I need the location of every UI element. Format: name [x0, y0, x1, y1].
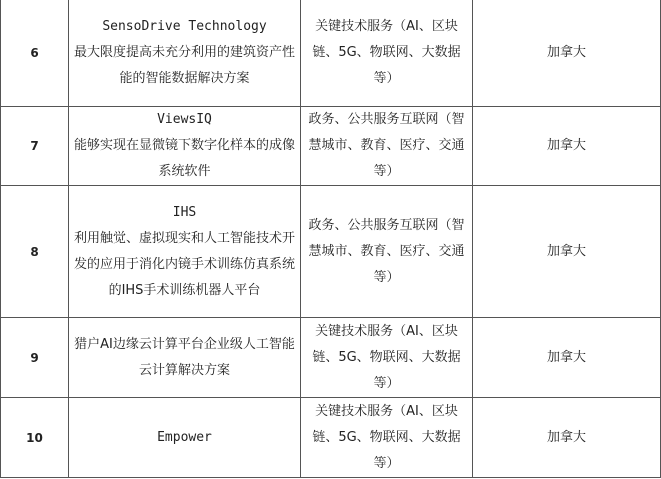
row-number: 6 [1, 0, 69, 107]
project-cell [69, 0, 301, 107]
company-name: IHS [172, 204, 197, 220]
project-description: 最大限度提高未充分利用的建筑资产性能的智能数据解决方案 [73, 44, 295, 86]
field-cell: 关键技术服务（AI、区块链、5G、物联网、大数据等） [301, 0, 473, 107]
row-number: 8 [1, 186, 69, 318]
company-name: Empower [157, 429, 212, 445]
field-cell: 政务、公共服务互联网（智慧城市、教育、医疗、交通等） [301, 107, 473, 186]
project-description: 猎户AI边缘云计算平台企业级人工智能云计算解决方案 [74, 336, 295, 378]
row-number: 9 [1, 318, 69, 398]
project-description: 能够实现在显微镜下数字化样本的成像系统软件 [73, 138, 295, 179]
company-name: ViewsIQ [157, 112, 212, 127]
project-cell [69, 398, 301, 478]
row-number: 10 [1, 398, 69, 478]
country-cell: 加拿大 [473, 186, 661, 318]
table-row [1, 318, 661, 398]
project-cell [69, 186, 301, 318]
field-cell: 关键技术服务（AI、区块链、5G、物联网、大数据等） [301, 398, 473, 478]
company-name: SensoDrive Technology [102, 18, 267, 34]
table-row [1, 398, 661, 478]
field-cell: 关键技术服务（AI、区块链、5G、物联网、大数据等） [301, 318, 473, 398]
project-description: 利用触觉、虚拟现实和人工智能技术开发的应用于消化内镜手术训练仿真系统的IHS手术训练机器人平台 [73, 230, 295, 298]
table-row [1, 0, 661, 107]
country-cell: 加拿大 [473, 107, 661, 186]
project-cell [69, 318, 301, 398]
field-cell: 政务、公共服务互联网（智慧城市、教育、医疗、交通等） [301, 186, 473, 318]
country-cell: 加拿大 [473, 0, 661, 107]
table-row [1, 107, 661, 186]
country-cell: 加拿大 [473, 318, 661, 398]
table-row [1, 186, 661, 318]
project-cell [69, 107, 301, 186]
row-number: 7 [1, 107, 69, 186]
country-cell: 加拿大 [473, 398, 661, 478]
